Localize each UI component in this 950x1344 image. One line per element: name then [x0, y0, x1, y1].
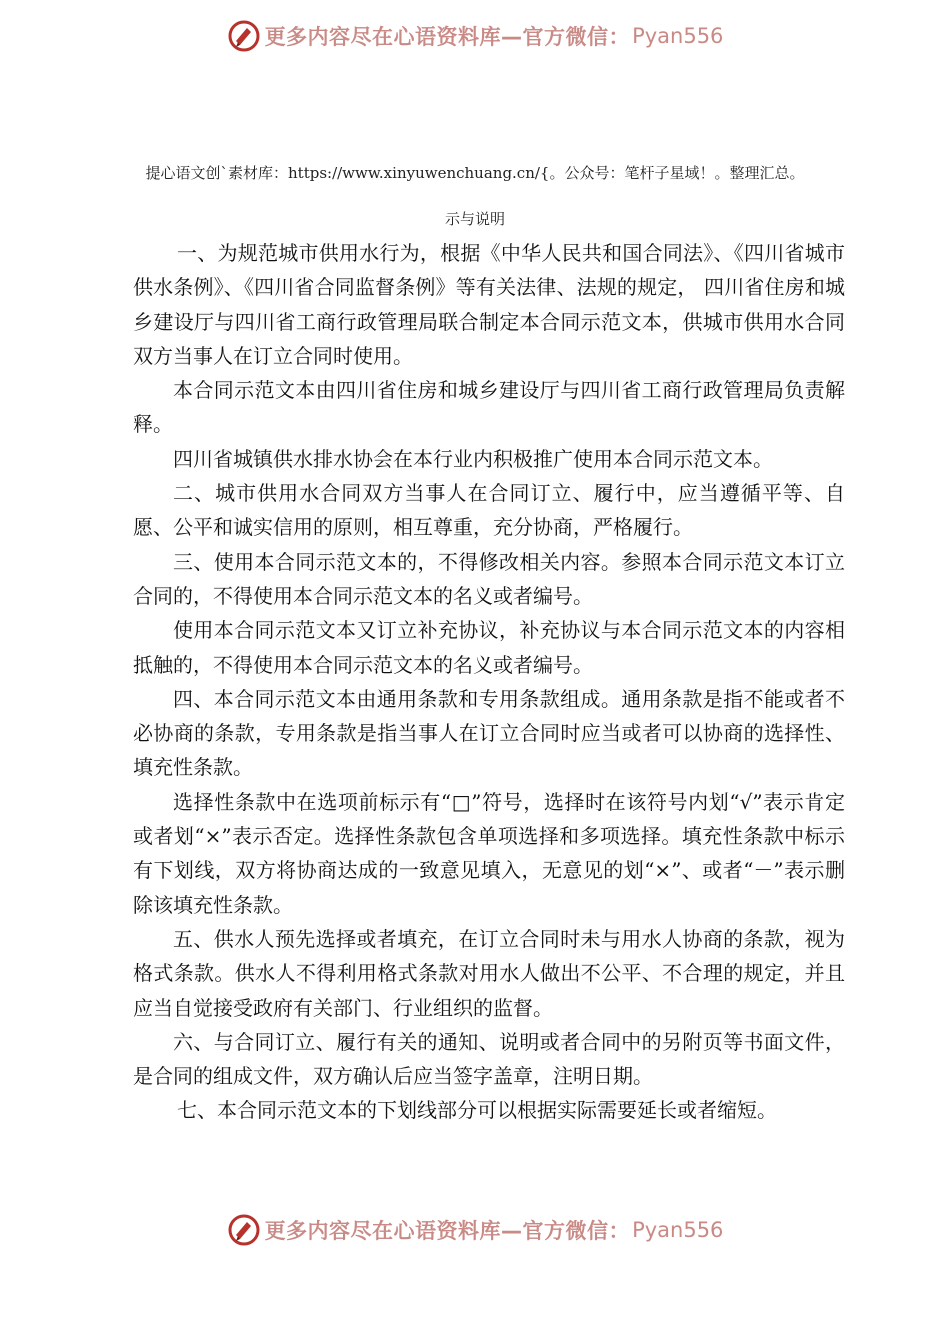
footer-banner — [0, 1210, 950, 1250]
subtitle: 示与说明 — [444, 210, 505, 228]
paragraph: 三、使用本合同示范文本的，不得修改相关内容。参照本合同示范文本订立合同的，不得使用本合同示范文本的名义或者编号。 — [133, 549, 845, 608]
footer-banner-text: 更多内容尽在心语资料库—官方微信： — [264, 1219, 631, 1243]
footer-banner-handle: Pyan556 — [632, 1218, 724, 1242]
document-body — [133, 236, 845, 1128]
paragraph: 四川省城镇供水排水协会在本行业内积极推广使用本合同示范文本。 — [173, 446, 773, 471]
header-banner-text: 更多内容尽在心语资料库—官方微信： — [264, 25, 631, 49]
paragraph: 使用本合同示范文本又订立补充协议，补充协议与本合同示范文本的内容相抵触的，不得使用本合同示范文本的名义或者编号。 — [133, 618, 845, 677]
paragraph: 本合同示范文本由四川省住房和城乡建设厅与四川省工商行政管理局负责解释。 — [133, 378, 845, 437]
source-line: 提心语文创`素材库：https://www.xinyuwenchuang.cn/{。公众号：笔杆子星域！。整理汇总。 — [145, 164, 805, 182]
paragraph: 一、为规范城市供用水行为，根据《中华人民共和国合同法》、《四川省城市供水条例》、《四川省合同监督条例》等有关法律、法规的规定， 四川省住房和城乡建设厅与四川省工商行政管理局联合制定本合同示范文本，供城市供用水合同双方当事人在订立合同时使用。 — [133, 241, 845, 368]
paragraph: 七、本合同示范文本的下划线部分可以根据实际需要延长或者缩短。 — [177, 1098, 777, 1123]
paragraph: 四、本合同示范文本由通用条款和专用条款组成。通用条款是指不能或者不必协商的条款，专用条款是指当事人在订立合同时应当或者可以协商的选择性、填充性条款。 — [133, 686, 845, 780]
logo-icon — [227, 19, 261, 53]
paragraph: 二、城市供用水合同双方当事人在合同订立、履行中，应当遵循平等、自愿、公平和诚实信用的原则，相互尊重，充分协商，严格履行。 — [133, 481, 845, 540]
paragraph: 六、与合同订立、履行有关的通知、说明或者合同中的另附页等书面文件，是合同的组成文件，双方确认后应当签字盖章，注明日期。 — [133, 1029, 845, 1089]
paragraph: 选择性条款中在选项前标示有“□”符号，选择时在该符号内划“√”表示肯定或者划“×”表示否定。选择性条款包含单项选择和多项选择。填充性条款中标示有下划线，双方将协商达成的一致意见填入，无意见的划“×”、或者“－”表示删除该填充性条款。 — [133, 789, 845, 917]
header-banner — [0, 16, 950, 56]
header-banner-handle: Pyan556 — [632, 24, 724, 48]
paragraph: 五、供水人预先选择或者填充，在订立合同时未与用水人协商的条款，视为格式条款。供水人不得利用格式条款对用水人做出不公平、不合理的规定，并且应当自觉接受政府有关部门、行业组织的监督。 — [133, 926, 845, 1020]
logo-icon — [227, 1213, 261, 1247]
